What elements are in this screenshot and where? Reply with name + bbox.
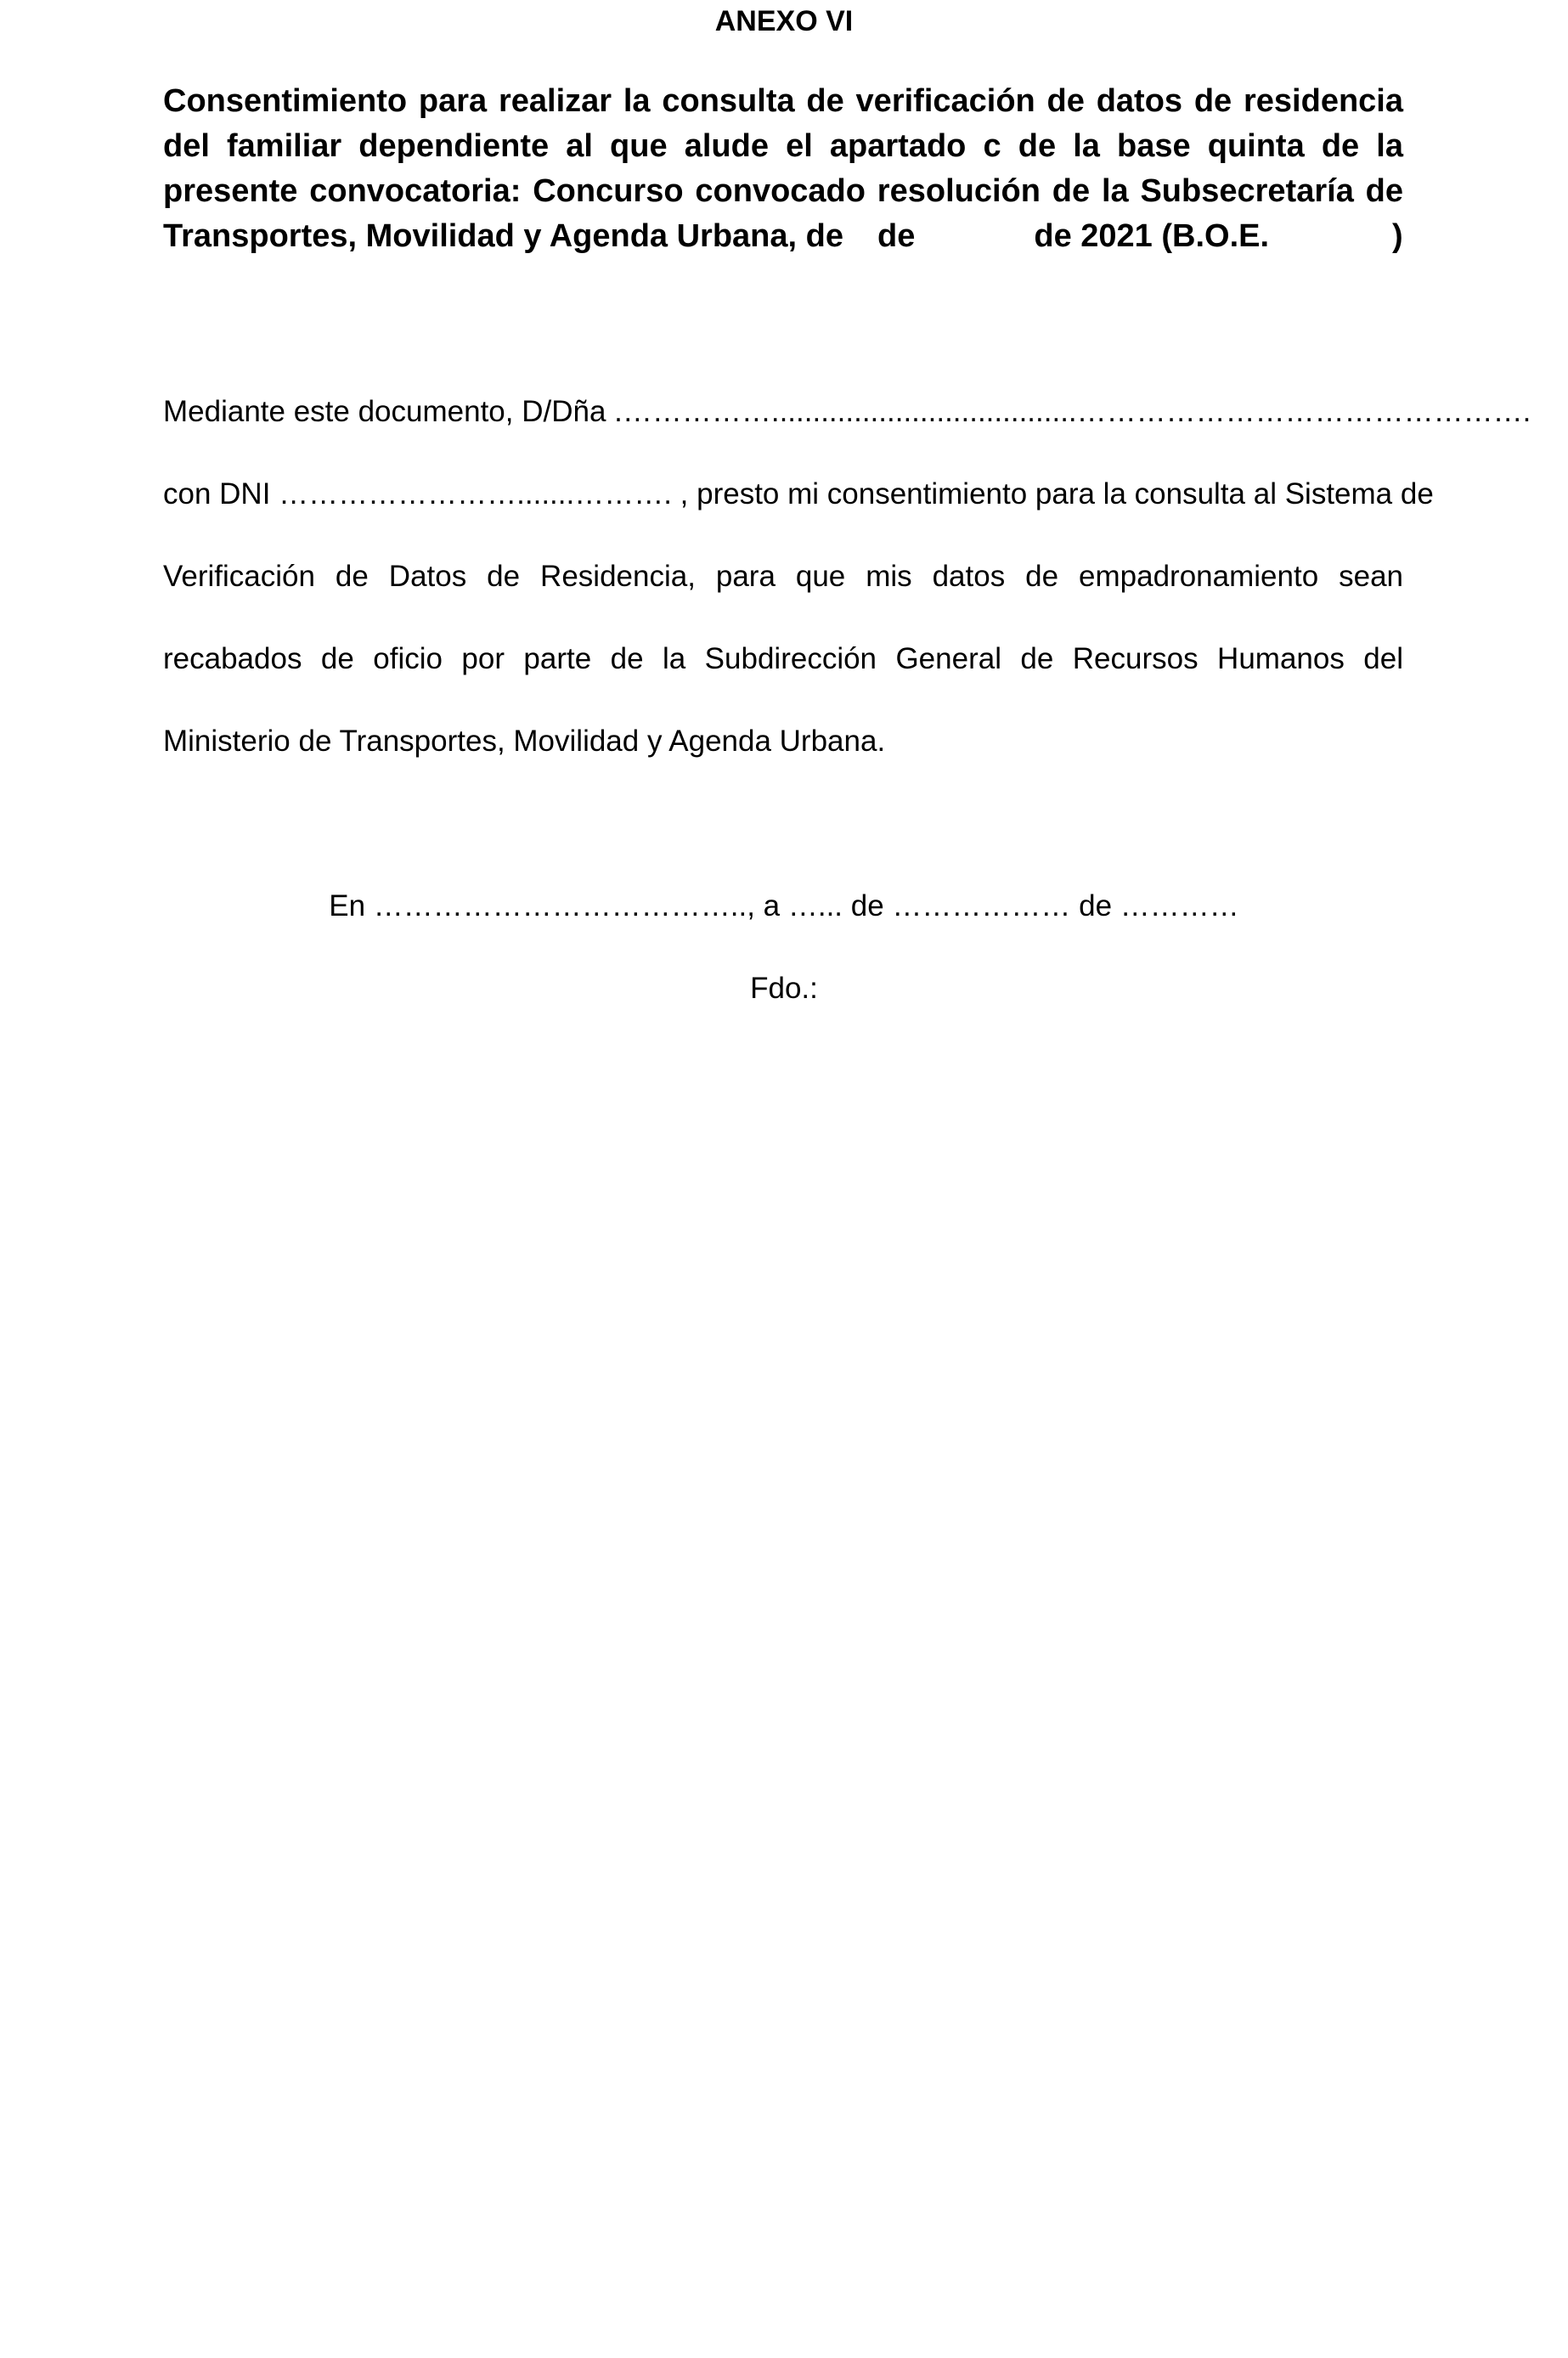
heading-last-part-3: de 2021 (B.O.E. [1034, 218, 1270, 254]
heading-last-part-4: ) [1392, 218, 1403, 254]
place-date-line: En ……………………………….., a …... de ……………… de ………… [329, 889, 1239, 922]
heading-line-last [163, 214, 1403, 259]
heading-last-part-2: de [877, 218, 916, 254]
heading-line: Consentimiento para realizar la consulta de verificación de datos de residencia [163, 83, 1403, 119]
body-line-name: Mediante este documento, D/Dña .…………….....................................………………………………………. [163, 395, 1531, 428]
consent-body [163, 391, 1531, 803]
body-line: recabados de oficio por parte de la Subdirección General de Recursos Humanos del [163, 642, 1403, 675]
body-line: Ministerio de Transportes, Movilidad y Agenda Urbana. [163, 725, 886, 758]
heading-last-part-1: Transportes, Movilidad y Agenda Urbana, de [163, 218, 843, 254]
signature-label: Fdo.: [750, 972, 818, 1005]
heading-line: presente convocatoria: Concurso convocado resolución de la Subsecretaría de [163, 173, 1403, 209]
body-line: Verificación de Datos de Residencia, para que mis datos de empadronamiento sean [163, 560, 1403, 593]
heading-line: del familiar dependiente al que alude el apartado c de la base quinta de la [163, 128, 1403, 164]
consent-heading [163, 79, 1403, 259]
body-line-dni: con DNI …………………….......………. , presto mi consentimiento para la consulta al Sistema de [163, 477, 1434, 511]
annex-title: ANEXO VI [714, 5, 854, 37]
